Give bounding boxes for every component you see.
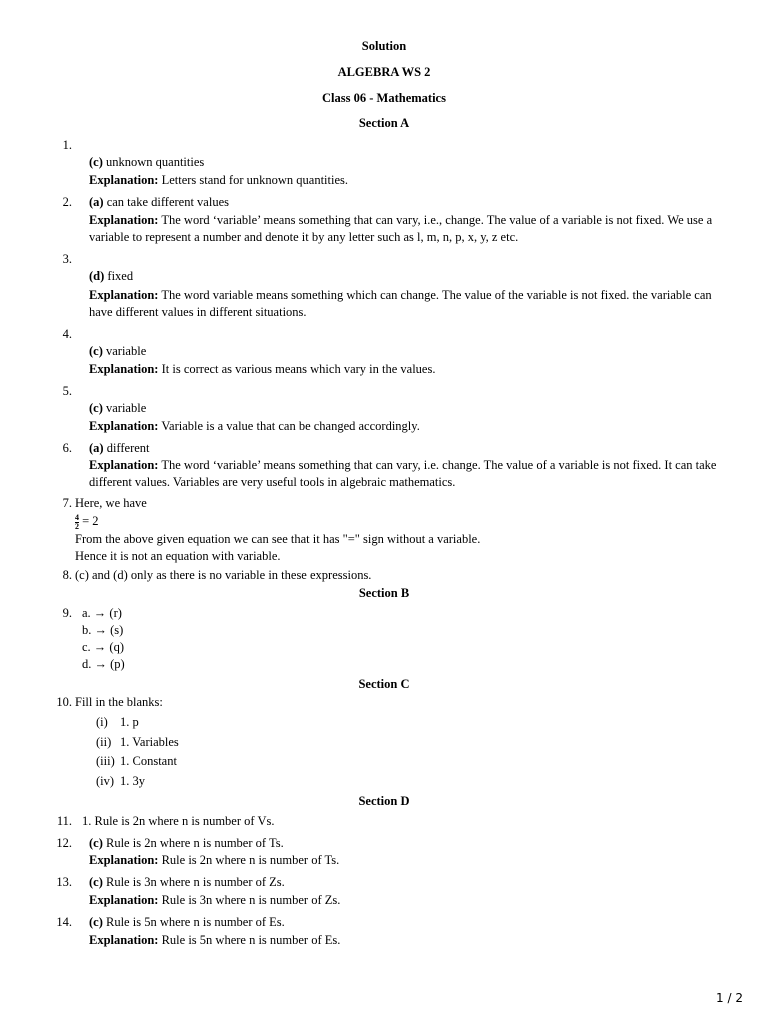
explanation <box>89 892 729 909</box>
question-number: 6. <box>62 441 72 455</box>
fraction-numerator: 4 <box>75 512 79 522</box>
explanation-text: Letters stand for unknown quantities. <box>161 173 349 187</box>
explanation-text: Variable is a value that can be changed accordingly. <box>161 419 420 433</box>
blank-answer: 1. 3y <box>120 774 145 788</box>
question-number: 10. <box>56 695 72 709</box>
answer-option: (c) <box>89 401 103 415</box>
answer-text: different <box>106 441 150 455</box>
explanation-label: Explanation: <box>89 362 159 376</box>
explanation <box>89 172 729 189</box>
match-item: a. → (r) <box>82 606 122 620</box>
answer-text: can take different values <box>106 195 229 209</box>
question-number: 5. <box>62 384 72 398</box>
explanation <box>89 361 729 378</box>
question-number: 8. <box>62 568 72 582</box>
blank-roman: (iv) <box>96 774 115 788</box>
explanation-label: Explanation: <box>89 173 159 187</box>
question-number: 2. <box>62 195 72 209</box>
answer-line <box>89 268 729 285</box>
answer-text: unknown quantities <box>106 155 205 169</box>
match-item: b. → (s) <box>82 623 124 637</box>
answer-line <box>89 914 729 931</box>
explanation-text: Rule is 5n where n is number of Es. <box>161 933 341 947</box>
equation-rest: = 2 <box>82 514 99 528</box>
explanation-text: Rule is 2n where n is number of Ts. <box>161 853 340 867</box>
explanation-label: Explanation: <box>89 893 159 907</box>
answer-option: (a) <box>89 195 104 209</box>
answer-text: From the above given equation we can see that it has "=" sign without a variable. <box>75 532 481 546</box>
question-number: 1. <box>62 138 72 152</box>
doc-title: ALGEBRA WS 2 <box>337 65 431 79</box>
answer-text: Rule is 5n where n is number of Es. <box>106 915 285 929</box>
explanation <box>89 212 729 246</box>
blank-answer: 1. Variables <box>120 735 179 749</box>
page-number: 1 / 2 <box>716 991 743 1005</box>
match-item: c. → (q) <box>82 640 124 654</box>
answer-line <box>89 440 729 457</box>
equation <box>75 511 99 531</box>
doc-heading-solution: Solution <box>361 39 407 53</box>
answer-option: (c) <box>89 915 103 929</box>
answer-option: (c) <box>89 344 103 358</box>
answer-line <box>89 835 729 852</box>
explanation <box>89 852 729 869</box>
section-c-heading: Section C <box>358 677 410 691</box>
answer-text: Here, we have <box>75 496 147 510</box>
answer-option: (c) <box>89 875 103 889</box>
question-number: 11. <box>56 814 72 828</box>
question-number: 9. <box>62 606 72 620</box>
blank-roman: (ii) <box>96 735 112 749</box>
explanation-label: Explanation: <box>89 458 159 472</box>
answer-line <box>89 874 729 891</box>
explanation-label: Explanation: <box>89 288 159 302</box>
answer-text: fixed <box>107 269 134 283</box>
answer-option: (c) <box>89 155 103 169</box>
answer-text: variable <box>106 401 147 415</box>
question-number: 4. <box>62 327 72 341</box>
blank-answer: 1. p <box>120 715 139 729</box>
answer-line <box>89 154 729 171</box>
blank-roman: (iii) <box>96 754 115 768</box>
answer-line <box>89 400 729 417</box>
question-number: 13. <box>56 875 72 889</box>
answer-line <box>89 343 729 360</box>
section-a-heading: Section A <box>358 116 410 130</box>
answer-text: Rule is 3n where n is number of Zs. <box>106 875 285 889</box>
answer-line <box>89 194 729 211</box>
explanation-label: Explanation: <box>89 213 159 227</box>
answer-text: Rule is 2n where n is number of Ts. <box>106 836 284 850</box>
explanation-text: It is correct as various means which vary in the values. <box>161 362 436 376</box>
section-d-heading: Section D <box>358 794 410 808</box>
explanation <box>89 457 729 491</box>
explanation-label: Explanation: <box>89 419 159 433</box>
question-number: 12. <box>56 836 72 850</box>
answer-text: (c) and (d) only as there is no variable in these expressions. <box>75 568 372 582</box>
fraction-denominator: 2 <box>75 521 79 531</box>
blank-answer: 1. Constant <box>120 754 177 768</box>
explanation-label: Explanation: <box>89 933 159 947</box>
blank-roman: (i) <box>96 715 108 729</box>
match-item: d. → (p) <box>82 657 125 671</box>
answer-text: variable <box>106 344 147 358</box>
explanation <box>89 287 729 321</box>
explanation-text: The word ‘variable’ means something that can vary, i.e. change. The value of a variable is not fixed. It can take different values. Variables are very useful tools in algebraic mathematics. <box>89 458 717 489</box>
question-number: 3. <box>62 252 72 266</box>
doc-subtitle: Class 06 - Mathematics <box>322 91 446 105</box>
answer-text: 1. Rule is 2n where n is number of Vs. <box>82 814 275 828</box>
explanation-text: The word variable means something which can change. The value of the variable is not fixed. the variable can have different values in different situations. <box>89 288 712 319</box>
explanation-text: Rule is 3n where n is number of Zs. <box>161 893 341 907</box>
answer-option: (a) <box>89 441 104 455</box>
explanation <box>89 418 729 435</box>
section-b-heading: Section B <box>358 586 410 600</box>
question-number: 14. <box>56 915 72 929</box>
question-title: Fill in the blanks: <box>75 695 163 709</box>
answer-text: Hence it is not an equation with variable. <box>75 549 281 563</box>
explanation-text: The word ‘variable’ means something that can vary, i.e., change. The value of a variable is not fixed. We use a variable to represent a number and denote it by any letter such as l, m, n, p, x, y, z etc. <box>89 213 713 244</box>
answer-option: (d) <box>89 269 105 283</box>
explanation-label: Explanation: <box>89 853 159 867</box>
fraction <box>75 514 79 531</box>
answer-option: (c) <box>89 836 103 850</box>
question-number: 7. <box>62 496 72 510</box>
explanation <box>89 932 729 949</box>
